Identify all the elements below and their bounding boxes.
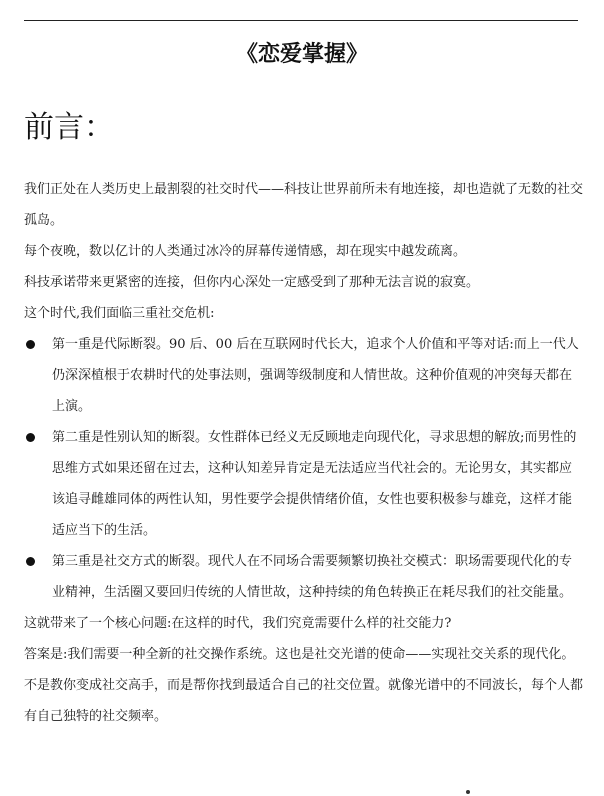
paragraph: 这就带来了一个核心问题:在这样的时代，我们究竟需要什么样的社交能力?	[24, 616, 452, 631]
bullet-icon	[26, 557, 35, 566]
list-item-text: 第三重是社交方式的断裂。现代人在不同场合需要频繁切换社交模式：职场需要现代化的专业精神，生活圈又要回归传统的人情世故，这种持续的角色转换正在耗尽我们的社交能量。	[52, 554, 573, 600]
header-rule	[24, 20, 578, 21]
document-body	[24, 174, 584, 732]
document-title: 《恋爱掌握》	[235, 42, 368, 67]
section-heading: 前言：	[24, 110, 114, 145]
crisis-list	[24, 329, 584, 608]
paragraph: 科技承诺带来更紧密的连接，但你内心深处一定感受到了那种无法言说的寂寞。	[24, 275, 480, 290]
paragraph: 不是教你变成社交高手，而是帮你找到最适合自己的社交位置。就像光谱中的不同波长，每个人都有自己独特的社交频率。	[24, 678, 584, 724]
list-item-text: 第二重是性别认知的断裂。女性群体已经义无反顾地走向现代化，寻求思想的解放;而男性的思维方式如果还留在过去，这种认知差异肯定是无法适应当代社会的。无论男女，其实都应该追寻雌雄同体的两性认知，男性要学会提供情绪价值，女性也要积极参与雄竞，这样才能适应当下的生活。	[52, 430, 577, 538]
bullet-icon	[26, 340, 35, 349]
list-item-text: 第一重是代际断裂。90 后、00 后在互联网时代长大，追求个人价值和平等对话:而上一代人仍深深植根于农耕时代的处事法则，强调等级制度和人情世故。这种价值观的冲突每天都在上演。	[52, 337, 579, 414]
list-item	[24, 329, 584, 422]
list-item	[24, 546, 584, 608]
paragraph: 每个夜晚，数以亿计的人类通过冰冷的屏幕传递情感，却在现实中越发疏离。	[24, 244, 467, 259]
page-mark	[466, 790, 470, 794]
paragraph: 答案是:我们需要一种全新的社交操作系统。这也是社交光谱的使命——实现社交关系的现代化。	[24, 647, 575, 662]
list-item	[24, 422, 584, 546]
bullet-icon	[26, 433, 35, 442]
paragraph: 我们正处在人类历史上最割裂的社交时代——科技让世界前所未有地连接，却也造就了无数的社交孤岛。	[24, 182, 584, 228]
paragraph: 这个时代,我们面临三重社交危机:	[24, 306, 215, 321]
